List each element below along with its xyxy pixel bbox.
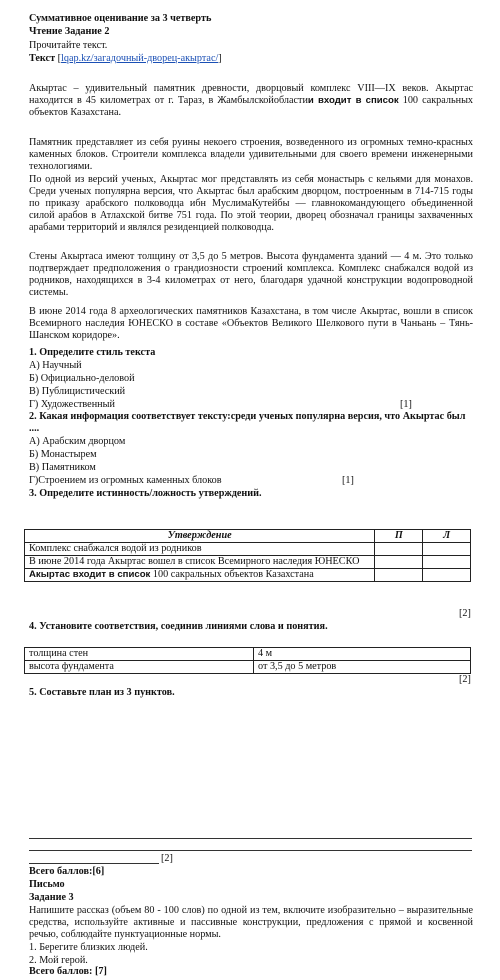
source-bracket-open: [ [57,53,62,64]
q3-score: [2] [459,608,471,619]
q4-right-1[interactable]: 4 м [254,648,471,661]
q3-statement-1: Комплекс снабжался водой из родников [25,543,375,556]
writing-title: Письмо [29,879,65,890]
q2-option-c[interactable]: В) Памятником [29,462,96,473]
task3-title: Задание 3 [29,892,74,903]
q1-option-a[interactable]: А) Научный [29,360,82,371]
answer-line-3[interactable] [29,863,159,864]
article-paragraph-2: Памятник представляет из себя руины некоего строения, возведенного из огромных темно-красных каменных блоков. Строители комплекса владели удивительными для своего времени инженерными технологиями. [29,137,473,172]
q3-true-cell[interactable] [375,569,423,582]
q2-title: 2. Какая информация соответствует тексту:среди ученых популярна версия, что Акыртас был .... [29,411,466,434]
q3-false-cell[interactable] [423,569,471,582]
q4-table [24,647,471,674]
q2-option-d[interactable]: Г)Строением из огромных каменных блоков [29,475,222,486]
topic-2: 2. Мой герой. [29,955,88,966]
q2-option-b[interactable]: Б) Монастырем [29,449,97,460]
q1-option-b[interactable]: Б) Официально-деловой [29,373,135,384]
q3-header-statement: Утверждение [25,530,375,543]
q1-score: [1] [400,399,412,410]
task3-text: Напишите рассказ (объем 80 - 100 слов) по одной из тем, включите изобразительно – выразительные средства, используйте активные и пассивные конструкции, предложения с прямой и косвенной речью, соблюдайте пунктуационные нормы. [29,905,473,940]
q1-option-c[interactable]: В) Публицистический [29,386,126,397]
q4-left-1[interactable]: толщина стен [25,648,254,661]
q5-score: [2] [161,853,173,864]
q3-false-cell[interactable] [423,543,471,556]
q4-left-2[interactable]: высота фундамента [25,661,254,674]
worksheet-title: Суммативное оценивание за 3 четверть [29,13,212,24]
article-paragraph-3: По одной из версий ученых, Акыртас мог представлять из себя монастырь с кельями для монахов. Среди ученых популярна версия, что Акыртас был арабским дворцом, построенным в 714-715 годы по приказу арабского полководца ибн МуслимаКутейбы — главнокомандующего объединенной силой арабов в Атлахской битве 751 года. По этой теории, дворец обозначал границы захваченных арабами территорий и являлся резиденцией полководца. [29,174,473,233]
source-bracket-close: ] [218,53,222,64]
article-paragraph-5: В июне 2014 года 8 археологических памятников Казахстана, в том числе Акыртас, вошли в список Всемирного наследия ЮНЕСКО в составе «Объектов Великого Шелкового пути в Чаньань – Тянь-Шанском коридоре». [29,306,473,341]
article-paragraph-4: Стены Акыртаса имеют толщину от 3,5 до 5 метров. Высота фундамента зданий — 4 м. Это только подтверждает предположения о грандиозности строений комплекса. Комплекс снабжался водой из родников, находящихся в 3-4 километрах от него, благодаря удачной конструкции водопроводной системы. [29,251,473,298]
worksheet-subtitle: Чтение Задание 2 [29,26,110,37]
table-row [25,543,471,556]
q3-header-false: Л [423,530,471,543]
q3-title: 3. Определите истинность/ложность утверждений. [29,488,262,499]
source-link[interactable]: lqap.kz/загадочный-дворец-акыртас/ [61,53,219,64]
q1-title: 1. Определите стиль текста [29,347,156,358]
q3-statement-3-bold: Акыртас входит в список [29,569,151,580]
read-instruction: Прочитайте текст. [29,40,108,51]
text-label: Текст [29,53,56,64]
q4-title: 4. Установите соответствия, соединив линиями слова и понятия. [29,621,328,632]
q1-option-d[interactable]: Г) Художественный [29,399,115,410]
q3-statement-2: В июне 2014 года Акыртас вошел в список Всемирного наследия ЮНЕСКО [25,556,375,569]
q4-right-2[interactable]: от 3,5 до 5 метров [254,661,471,674]
q3-false-cell[interactable] [423,556,471,569]
total-reading: Всего баллов:[6] [29,866,105,877]
answer-line-2[interactable] [29,850,472,851]
article-bold-phrase: и входит в список [307,95,399,106]
table-row [25,569,471,582]
q5-title: 5. Составьте план из 3 пунктов. [29,687,175,698]
q3-statement-3: Акыртас входит в список 100 сакральных объектов Казахстана [25,569,375,582]
q2-option-a[interactable]: А) Арабским дворцом [29,436,126,447]
q3-header-true: П [375,530,423,543]
table-row [25,556,471,569]
source-line [29,53,222,65]
answer-line-1[interactable] [29,838,472,839]
q4-score: [2] [459,674,471,685]
table-row [25,648,471,661]
table-row [25,661,471,674]
q3-table [24,529,471,582]
topic-1: 1. Берегите близких людей. [29,942,148,953]
q2-score: [1] [342,475,354,486]
article-paragraph-1: Акыртас – удивительный памятник древности, дворцовый комплекс VIII—IX веков. Акыртас находится в 45 километрах от г. Тараз, в Жамбылскойобластии входит в список 100 сакральных объектов Казахстана. [29,83,474,118]
q3-true-cell[interactable] [375,556,423,569]
total-writing: Всего баллов: [7] [29,966,107,977]
q3-true-cell[interactable] [375,543,423,556]
